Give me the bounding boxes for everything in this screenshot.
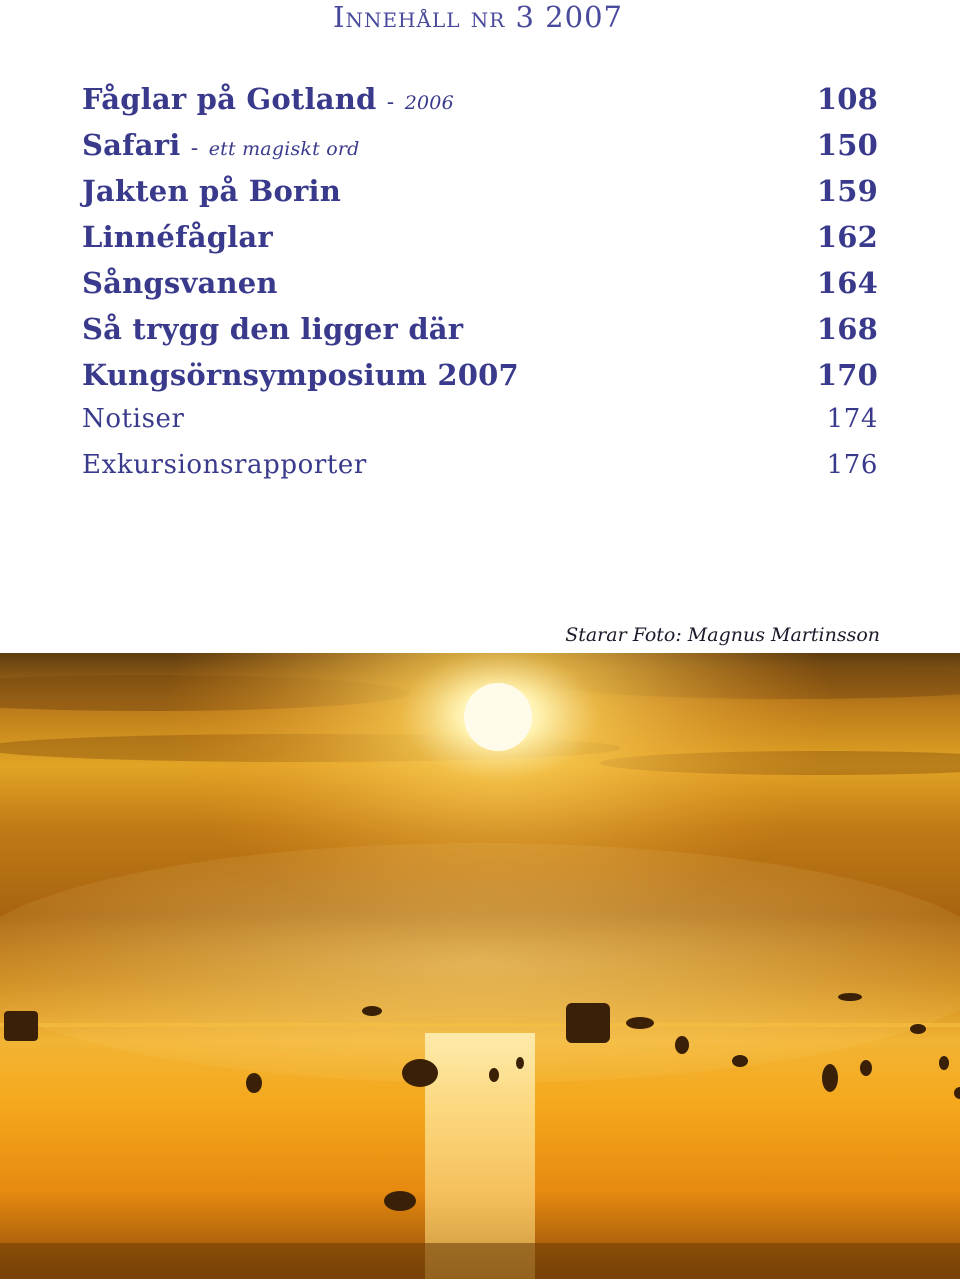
horizon-line (0, 1023, 960, 1027)
toc-subtitle: 2006 (404, 92, 454, 114)
toc-page-number: 150 (816, 128, 878, 162)
sun-reflection (425, 1033, 535, 1279)
toc-title: Jakten på Borin (82, 174, 342, 208)
toc-subtitle: ett magiskt ord (208, 138, 360, 160)
toc-title: Fåglar på Gotland (82, 82, 377, 116)
toc-separator: - (190, 136, 199, 161)
toc-title: Sångsvanen (82, 266, 278, 300)
toc-title: Så trygg den ligger där (82, 312, 464, 346)
sun-icon (464, 683, 532, 751)
sunset-illustration (0, 653, 960, 1279)
toc-row (82, 128, 878, 174)
toc-row (82, 174, 878, 220)
page-heading: Innehåll nr 3 2007 (333, 0, 623, 34)
toc-title: Safari (82, 128, 181, 162)
toc-page-number: 170 (816, 358, 878, 392)
toc-page-number: 159 (816, 174, 878, 208)
toc-separator: - (386, 90, 395, 115)
toc-title: Linnéfåglar (82, 220, 273, 254)
toc-page-number: 168 (816, 312, 878, 346)
toc-row (82, 450, 878, 496)
toc-page-number: 174 (826, 404, 878, 434)
toc-page-number: 164 (816, 266, 878, 300)
sunset-photo (0, 653, 960, 1279)
toc-row (82, 312, 878, 358)
toc-row (82, 358, 878, 404)
toc-row (82, 82, 878, 128)
toc-title: Notiser (82, 404, 185, 434)
toc-row (82, 266, 878, 312)
photo-caption: Starar Foto: Magnus Martinsson (565, 624, 880, 646)
toc-page-number: 108 (816, 82, 878, 116)
toc-page-number: 176 (826, 450, 878, 480)
toc-row (82, 404, 878, 450)
toc-title: Exkursionsrapporter (82, 450, 367, 480)
table-of-contents (82, 82, 878, 496)
shore (0, 1243, 960, 1279)
toc-title: Kungsörnsymposium 2007 (82, 358, 519, 392)
toc-page-number: 162 (816, 220, 878, 254)
toc-row (82, 220, 878, 266)
